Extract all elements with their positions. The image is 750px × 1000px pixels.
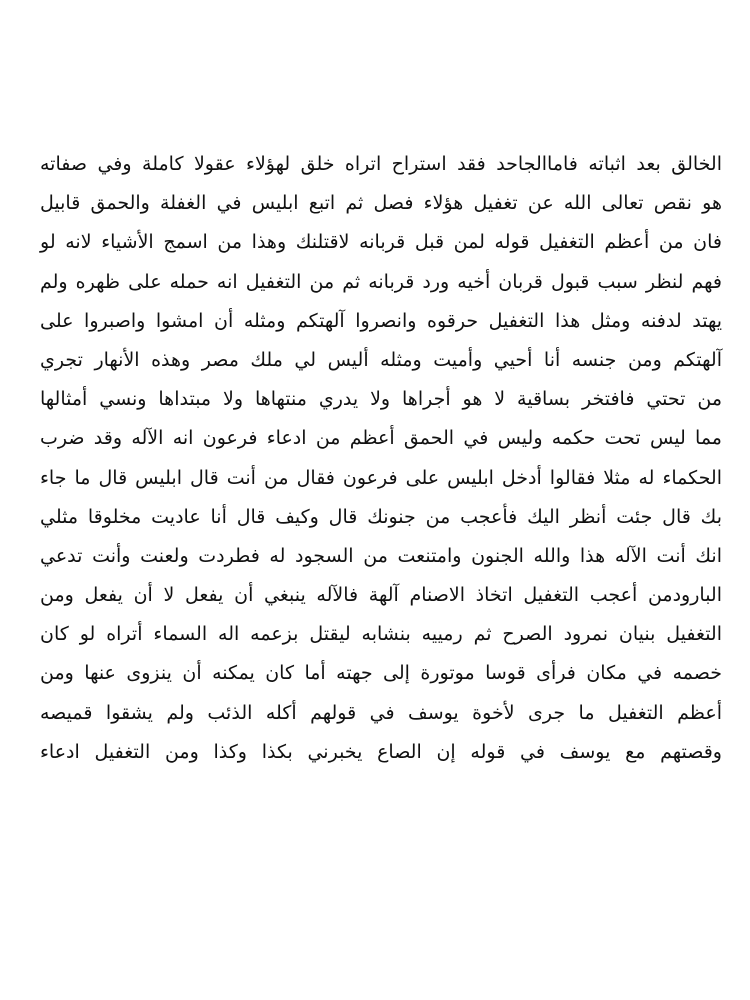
text-line-12: البارودمن أعجب التغفيل اتخاذ الاصنام آلهة فالآله ينبغي أن يفعل لا أن يفعل ومن xyxy=(40,584,722,607)
text-line-4: فهم لنظر سبب قبول قربان أخيه ورد قربانه ثم من التغفيل انه حمله على ظهره ولم xyxy=(40,270,722,293)
text-line-3: فان من أعظم التغفيل قوله لمن قبل قربانه لاقتلنك وهذا من اسمج الأشياء لانه لو xyxy=(40,231,722,254)
text-line-6: آلهتكم ومن جنسه أنا أحيي وأميت ومثله أليس لي ملك مصر وهذه الأنهار تجري xyxy=(40,348,722,371)
text-line-14: خصمه في مكان فرأى قوسا موتورة إلى جهته أما كان يمكنه أن ينزوى عنها ومن xyxy=(40,662,722,685)
text-line-16: وقصتهم مع يوسف في قوله إن الصاع يخبرني بكذا وكذا ومن التغفيل ادعاء xyxy=(40,740,722,763)
body-text xyxy=(40,145,722,772)
text-line-7: من تحتي فافتخر بساقية لا هو أجراها ولا يدري منتهاها ولا مبتداها ونسي أمثالها xyxy=(40,388,722,411)
text-line-2: هو نقص تعالى الله عن تغفيل هؤلاء فصل ثم اتبع ابليس في الغفلة والحمق قابيل xyxy=(40,192,722,215)
text-line-15: أعظم التغفيل ما جرى لأخوة يوسف في قولهم أكله الذئب ولم يشقوا قميصه xyxy=(40,701,722,724)
text-line-13: التغفيل بنيان نمرود الصرح ثم رمييه بنشابه ليقتل بزعمه اله السماء أتراه لو كان xyxy=(40,623,722,646)
text-line-1: الخالق بعد اثباته فاماالجاحد فقد استراح اتراه خلق لهؤلاء عقولا كاملة وفي صفاته xyxy=(40,153,722,175)
text-line-9: الحكماء له مثلا فقالوا أدخل ابليس على فرعون فقال من أنت قال ابليس قال ما جاء xyxy=(40,466,722,489)
text-line-11: انك أنت الآله هذا والله الجنون وامتنعت من السجود له فطردت ولعنت وأنت تدعي xyxy=(40,544,722,567)
text-line-10: بك قال جئت أنظر اليك فأعجب من جنونك قال وكيف قال أنا عاديت مخلوقا مثلي xyxy=(40,505,722,528)
text-line-5: يهتد لدفنه ومثل هذا التغفيل حرقوه وانصروا آلهتكم ومثله أن امشوا واصبروا على xyxy=(40,309,722,332)
text-line-8: مما ليس تحت حكمه وليس في الحمق أعظم من ادعاء فرعون انه الآله وقد ضرب xyxy=(40,427,722,450)
